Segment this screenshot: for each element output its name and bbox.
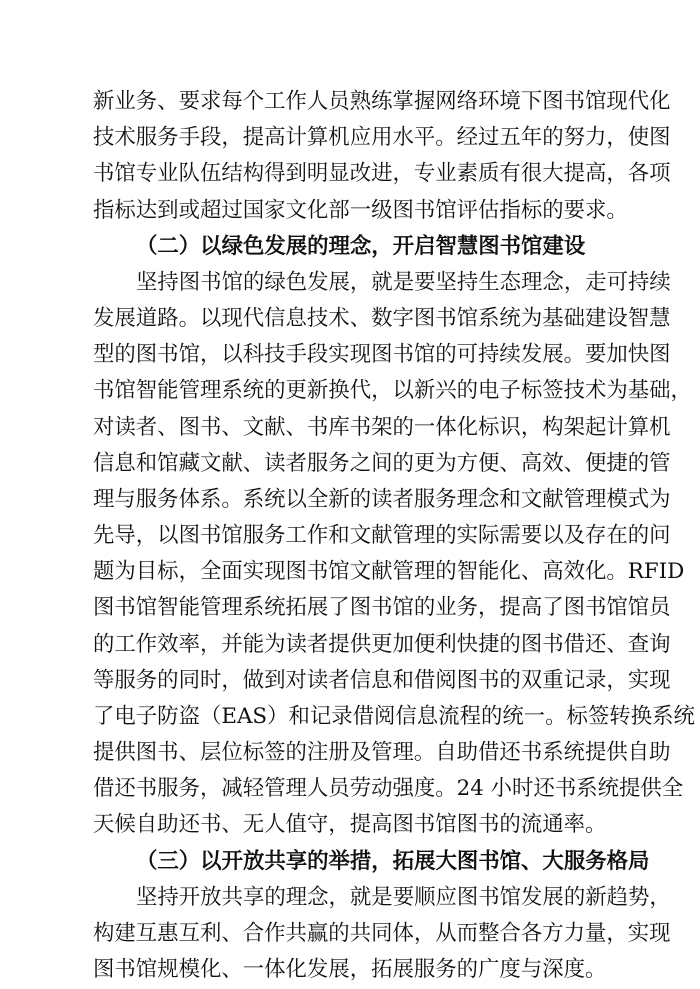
body-text-line: 构建互惠互利、合作共赢的共同体，从而整合各方力量，实现 [93, 920, 671, 946]
body-text-line: 信息和馆藏文献、读者服务之间的更为方便、高效、便捷的管 [93, 450, 671, 476]
body-text-line: 理与服务体系。系统以全新的读者服务理念和文献管理模式为 [93, 486, 671, 512]
body-text-line: 图书馆规模化、一体化发展，拓展服务的广度与深度。 [93, 957, 607, 982]
section-heading: （三）以开放共享的举措，拓展大图书馆、大服务格局 [136, 848, 650, 874]
body-text-line: 天候自助还书、无人值守，提高图书馆图书的流通率。 [93, 812, 607, 838]
body-text-line: 先导，以图书馆服务工作和文献管理的实际需要以及存在的问 [93, 523, 671, 548]
body-text-line: 发展道路。以现代信息技术、数字图书馆系统为基础建设智慧 [93, 306, 671, 331]
body-text-line: 题为目标，全面实现图书馆文献管理的智能化、高效化。RFID [93, 559, 685, 585]
body-text-line: 书馆智能管理系统的更新换代，以新兴的电子标签技术为基础， [93, 378, 692, 404]
body-text-line: 的工作效率，并能为读者提供更加便利快捷的图书借还、查询 [93, 631, 671, 657]
body-text-line: 技术服务手段，提高计算机应用水平。经过五年的努力，使图 [93, 125, 671, 151]
body-text-line: 坚持开放共享的理念，就是要顺应图书馆发展的新趋势， [136, 884, 671, 910]
section-heading: （二）以绿色发展的理念，开启智慧图书馆建设 [136, 233, 586, 259]
body-text-line: 等服务的同时，做到对读者信息和借阅图书的双重记录，实现 [93, 667, 671, 693]
body-text-line: 了电子防盗（EAS）和记录借阅信息流程的统一。标签转换系统 [93, 703, 695, 729]
body-text-line: 书馆专业队伍结构得到明显改进，专业素质有很大提高，各项 [93, 161, 671, 187]
body-text-line: 指标达到或超过国家文化部一级图书馆评估指标的要求。 [93, 197, 628, 223]
body-text-line: 坚持图书馆的绿色发展，就是要坚持生态理念，走可持续 [136, 269, 671, 295]
body-text-line: 借还书服务，减轻管理人员劳动强度。24 小时还书系统提供全 [93, 776, 684, 802]
body-text-line: 型的图书馆，以科技手段实现图书馆的可持续发展。要加快图 [93, 342, 671, 368]
body-text-line: 图书馆智能管理系统拓展了图书馆的业务，提高了图书馆馆员 [93, 595, 671, 621]
body-text-line: 提供图书、层位标签的注册及管理。自助借还书系统提供自助 [93, 740, 671, 765]
body-text-line: 对读者、图书、文献、书库书架的一体化标识，构架起计算机 [93, 414, 671, 440]
body-text-line: 新业务、要求每个工作人员熟练掌握网络环境下图书馆现代化 [93, 89, 671, 114]
